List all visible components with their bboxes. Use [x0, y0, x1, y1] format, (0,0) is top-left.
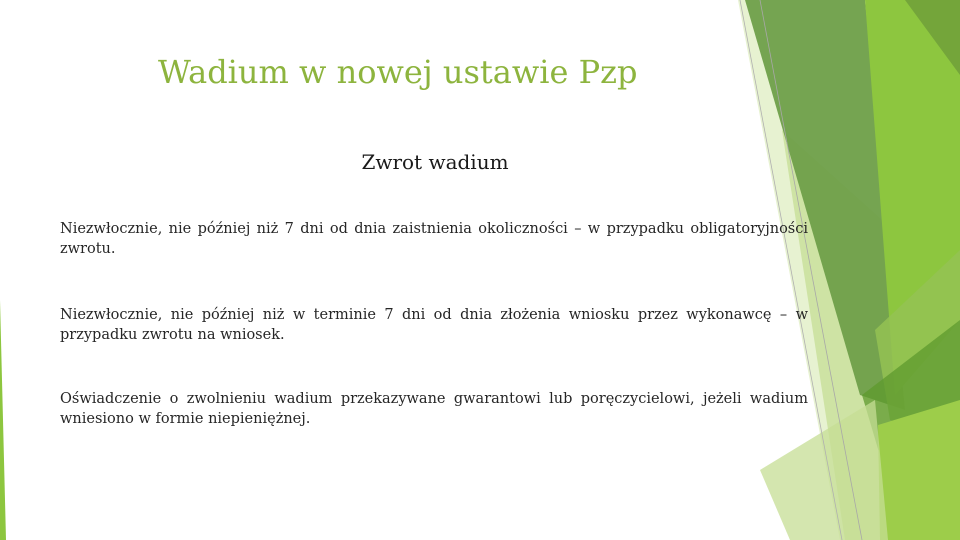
- paragraph-release-statement: Oświadczenie o zwolnieniu wadium przekazywane gwarantowi lub poręczycielowi, jeżeli wadium wniesiono w formie niepieniężnej.: [60, 391, 808, 427]
- slide-title: Wadium w nowej ustawie Pzp: [158, 53, 638, 91]
- slide-subtitle: Zwrot wadium: [361, 150, 509, 174]
- paragraph-obligatory-return: Niezwłocznie, nie później niż 7 dni od dnia zaistnienia okoliczności – w przypadku obligatoryjności zwrotu.: [60, 221, 808, 257]
- decor-left-edge-sliver: [0, 300, 6, 540]
- paragraph-return-on-request: Niezwłocznie, nie później niż w terminie 7 dni od dnia złożenia wniosku przez wykonawcę – w przypadku zwrotu na wniosek.: [60, 307, 808, 343]
